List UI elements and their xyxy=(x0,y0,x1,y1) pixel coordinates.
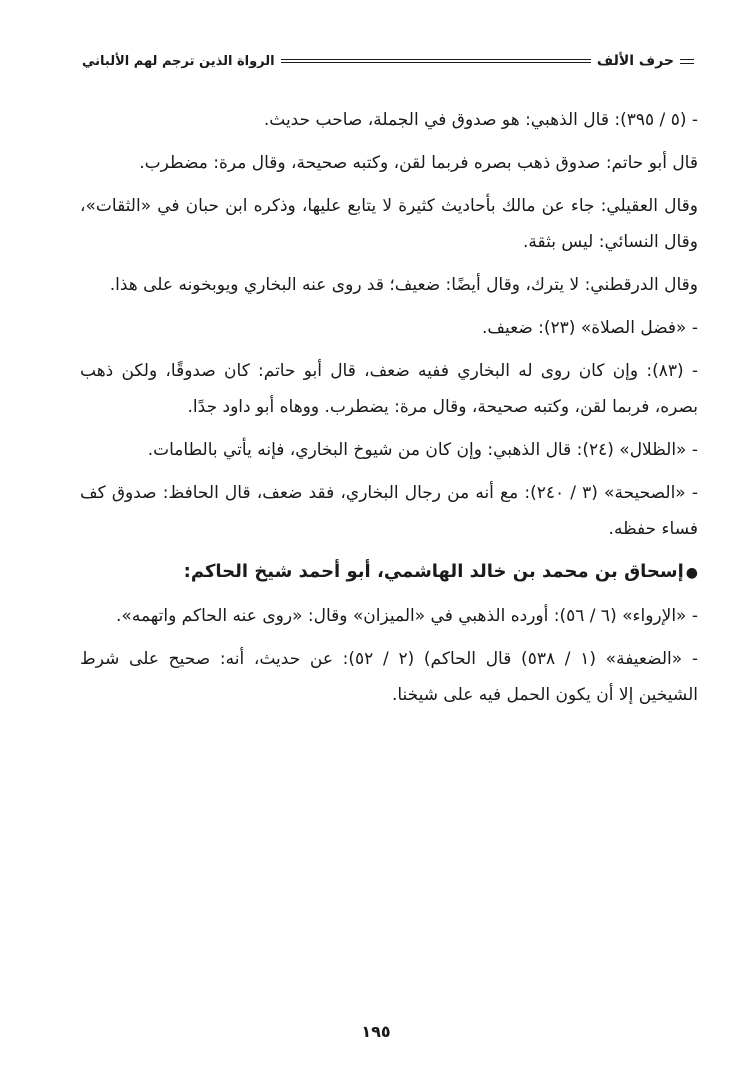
paragraph: وقال الدرقطني: لا يترك، وقال أيضًا: ضعيف؛ قد روى عنه البخاري ويوبخونه على هذا. xyxy=(109,275,698,295)
paragraph: - «فضل الصلاة» (٢٣): ضعيف. xyxy=(481,318,698,338)
bullet-icon: ● xyxy=(685,565,698,581)
body-text xyxy=(80,102,698,720)
paragraph: - «الظلال» (٢٤): قال الذهبي: وإن كان من شيوخ البخاري، فإنه يأتي بالطامات. xyxy=(147,440,698,460)
running-header xyxy=(82,48,694,74)
header-rule xyxy=(281,59,591,63)
entry-title: إسحاق بن محمد بن خالد الهاشمي، أبو أحمد شيخ الحاكم: xyxy=(183,561,684,582)
paragraph: - «الضعيفة» (١ / ٥٣٨) قال الحاكم) (٢ / ٥٢): عن حديث، أنه: صحيح على شرط الشيخين إلا أن يكون الحمل فيه على شيخنا. xyxy=(80,649,699,705)
paragraph: - «الصحيحة» (٣ / ٢٤٠): مع أنه من رجال البخاري، فقد ضعف، قال الحافظ: صدوق كف فساء حفظه. xyxy=(80,483,698,539)
paragraph: - (٥ / ٣٩٥): قال الذهبي: هو صدوق في الجملة، صاحب حديث. xyxy=(263,110,698,130)
paragraph: - «الإرواء» (٦ / ٥٦): أورده الذهبي في «الميزان» وقال: «روى عنه الحاكم واتهمه». xyxy=(116,606,698,626)
paragraph: قال أبو حاتم: صدوق ذهب بصره فربما لقن، وكتبه صحيحة، وقال مرة: مضطرب. xyxy=(139,153,698,173)
paragraph: - (٨٣): وإن كان روى له البخاري ففيه ضعف، قال أبو حاتم: كان صدوقًا، ولكن ذهب بصره، فربما لقن، وكتبه صحيحة، وقال مرة: يضطرب. ووهاه أبو داود جدًا. xyxy=(80,361,698,417)
entry-heading xyxy=(80,554,698,591)
header-subtitle: الرواة الذين ترجم لهم الألباني xyxy=(82,53,275,69)
page-number: ١٩٥ xyxy=(361,1022,391,1041)
header-ornament xyxy=(680,59,694,64)
header-section: حرف الألف xyxy=(596,53,674,69)
paragraph: وقال العقيلي: جاء عن مالك بأحاديث كثيرة لا يتابع عليها، وذكره ابن حبان في «الثقات»، وقال النسائي: ليس بثقة. xyxy=(80,196,698,252)
